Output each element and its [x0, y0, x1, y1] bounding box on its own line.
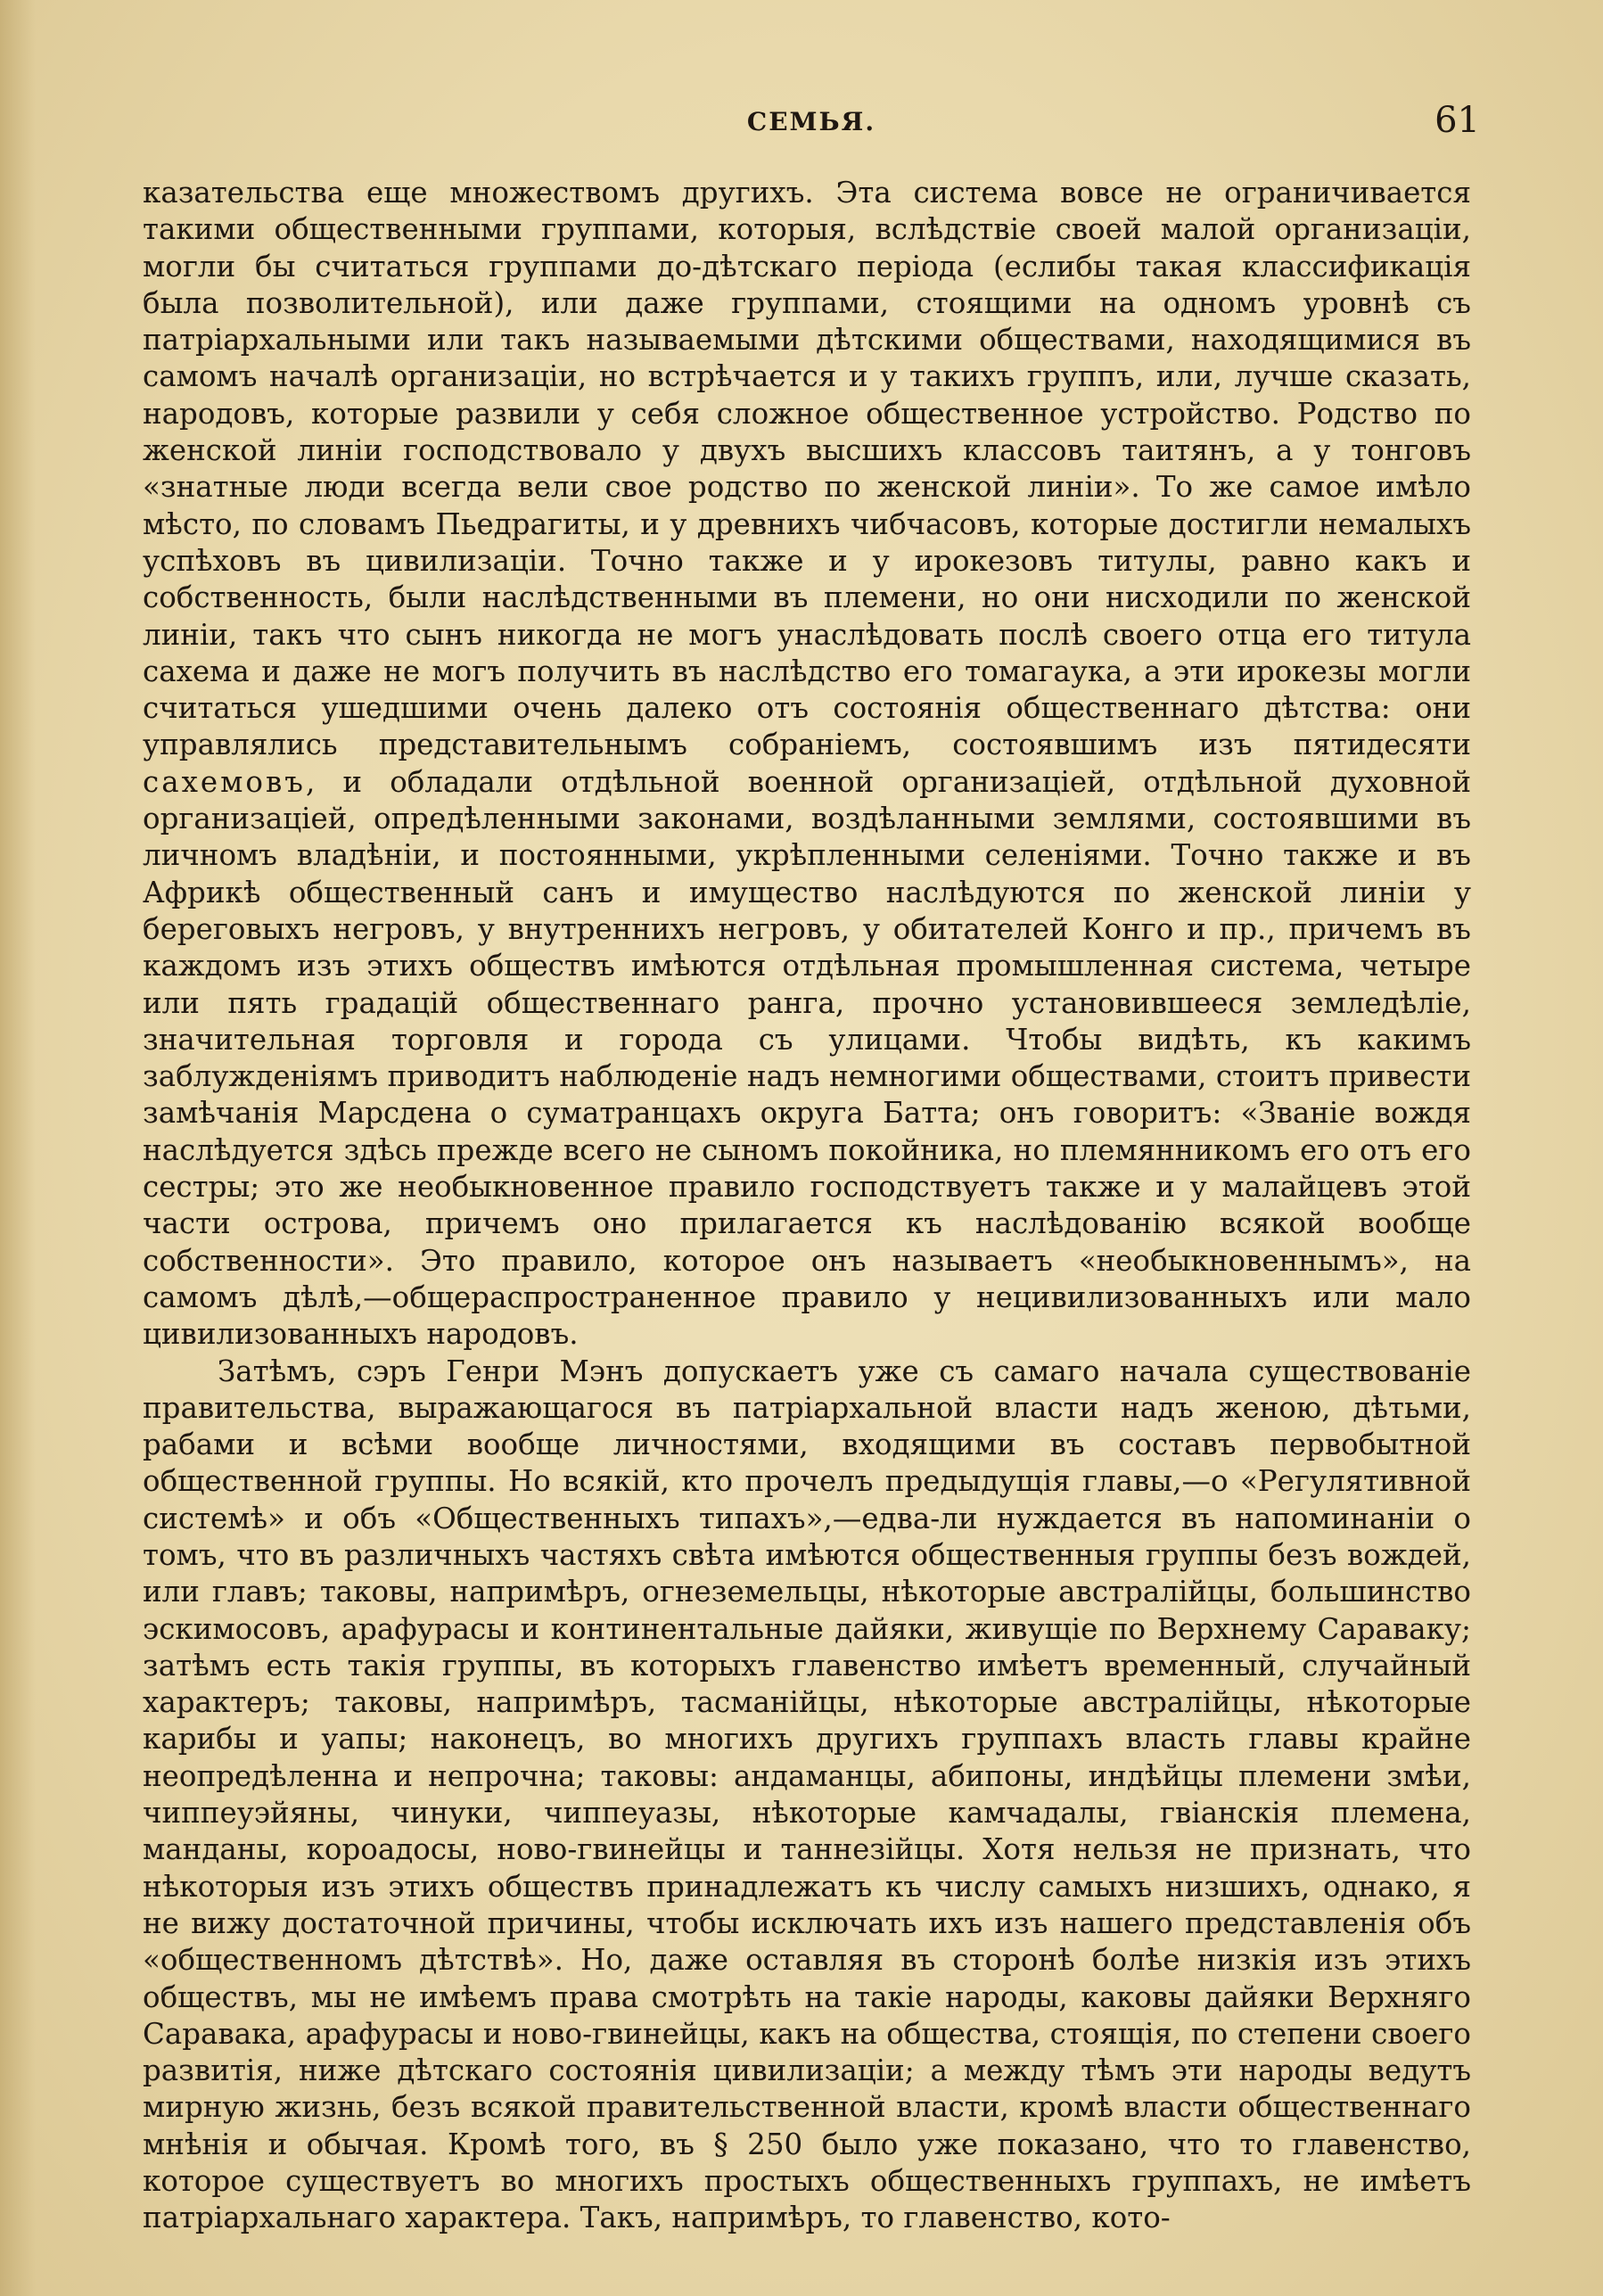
page-edge-shadow	[0, 0, 36, 2296]
paragraph-1-part-2: , и обладали отдѣльной военной организаціей, отдѣльной духовной организаціей, опредѣленными законами, воздѣланными землями, состоявшими въ личномъ владѣніи, и постоянными, укрѣпленными селеніями. Точно также и въ Африкѣ общественный санъ и имущество наслѣдуются по женской линіи у береговыхъ негровъ, у внутреннихъ негровъ, у обитателей Конго и пр., причемъ въ каждомъ изъ этихъ обществъ имѣются отдѣльная промышленная система, четыре или пять градацій общественнаго ранга, прочно установившееся земледѣліе, значительная торговля и города съ улицами. Чтобы видѣть, къ какимъ заблужденіямъ приводитъ наблюденіе надъ немногими обществами, стоитъ привести замѣчанія Марсдена о суматранцахъ округа Батта; онъ говоритъ: «Званіе вождя наслѣдуется здѣсь прежде всего не сыномъ покойника, но племянникомъ его отъ его сестры; это же необыкновенное правило господствуетъ также и у малайцевъ этой части острова, причемъ оно прилагается къ наслѣдованію всякой вообще собственности». Это правило, которое онъ называетъ «необыкновеннымъ», на самомъ дѣлѣ,—общераспространенное правило у нецивилизованныхъ или мало цивилизованныхъ народовъ.	[143, 764, 1471, 1352]
body-text	[143, 175, 1471, 2237]
page-number: 61	[1434, 100, 1480, 141]
paragraph-2: Затѣмъ, сэръ Генри Мэнъ допускаетъ уже съ самаго начала существованіе правительства, выражающагося въ патріархальной власти надъ женою, дѣтьми, рабами и всѣми вообще личностями, входящими въ составъ первобытной общественной группы. Но всякій, кто прочелъ предыдущія главы,—о «Регулятивной системѣ» и объ «Общественныхъ типахъ»,—едва-ли нуждается въ напоминаніи о томъ, что въ различныхъ частяхъ свѣта имѣются общественныя группы безъ вождей, или главъ; таковы, напримѣръ, огнеземельцы, нѣкоторые австралійцы, большинство эскимосовъ, арафурасы и континентальные дайяки, живущіе по Верхнему Сараваку; затѣмъ есть такія группы, въ которыхъ главенство имѣетъ временный, случайный характеръ; таковы, напримѣръ, тасманійцы, нѣкоторые австралійцы, нѣкоторые карибы и уапы; наконецъ, во многихъ другихъ группахъ власть главы крайне неопредѣленна и непрочна; таковы: андаманцы, абипоны, индѣйцы племени змѣи, чиппеуэйяны, чинуки, чиппеуазы, нѣкоторые камчадалы, гвіанскія племена, манданы, короадосы, ново-гвинейцы и таннезійцы. Хотя нельзя не признать, что нѣкоторыя изъ этихъ обществъ принадлежатъ къ числу самыхъ низшихъ, однако, я не вижу достаточной причины, чтобы исключать ихъ изъ нашего представленія объ «общественномъ дѣтствѣ». Но, даже оставляя въ сторонѣ болѣе низкія изъ этихъ обществъ, мы не имѣемъ права смотрѣть на такіе народы, каковы дайяки Верхняго Саравака, арафурасы и ново-гвинейцы, какъ на общества, стоящія, по степени своего развитія, ниже дѣтскаго состоянія цивилизаціи; а между тѣмъ эти народы ведутъ мирную жизнь, безъ всякой правительственной власти, кромѣ власти общественнаго мнѣнія и обычая. Кромѣ того, въ § 250 было уже показано, что то главенство, которое существуетъ во многихъ простыхъ общественныхъ группахъ, не имѣетъ патріархальнаго характера. Такъ, напримѣръ, то главенство, кото-	[143, 1354, 1471, 2235]
paragraph-1-part-1: казательства еще множествомъ другихъ. Эта система вовсе не ограничивается такими общественными группами, которыя, вслѣдствіе своей малой организаціи, могли бы считаться группами до-дѣтскаго періода (еслибы такая классификація была позволительной), или даже группами, стоящими на одномъ уровнѣ съ патріархальными или такъ называемыми дѣтскими обществами, находящимися въ самомъ началѣ организаціи, но встрѣчается и у такихъ группъ, или, лучше сказать, народовъ, которые развили у себя сложное общественное устройство. Родство по женской линіи господствовало у двухъ высшихъ классовъ таитянъ, а у тонговъ «знатные люди всегда вели свое родство по женской линіи». То же самое имѣло мѣсто, по словамъ Пьедрагиты, и у древнихъ чибчасовъ, которые достигли немалыхъ успѣховъ въ цивилизаціи. Точно также и у ирокезовъ титулы, равно какъ и собственность, были наслѣдственными въ племени, но они нисходили по женской линіи, такъ что сынъ никогда не могъ унаслѣдовать послѣ своего отца его титула сахема и даже не могъ получить въ наслѣдство его томагаука, а эти ирокезы могли считаться ушедшими очень далеко отъ состоянія общественнаго дѣтства: они управлялись представительнымъ собраніемъ, состоявшимъ изъ пятидесяти	[143, 176, 1471, 762]
page-header	[143, 100, 1480, 144]
running-title: СЕМЬЯ.	[746, 107, 876, 136]
paragraph-1	[143, 175, 1471, 1354]
spaced-word: сахемовъ	[143, 764, 306, 799]
